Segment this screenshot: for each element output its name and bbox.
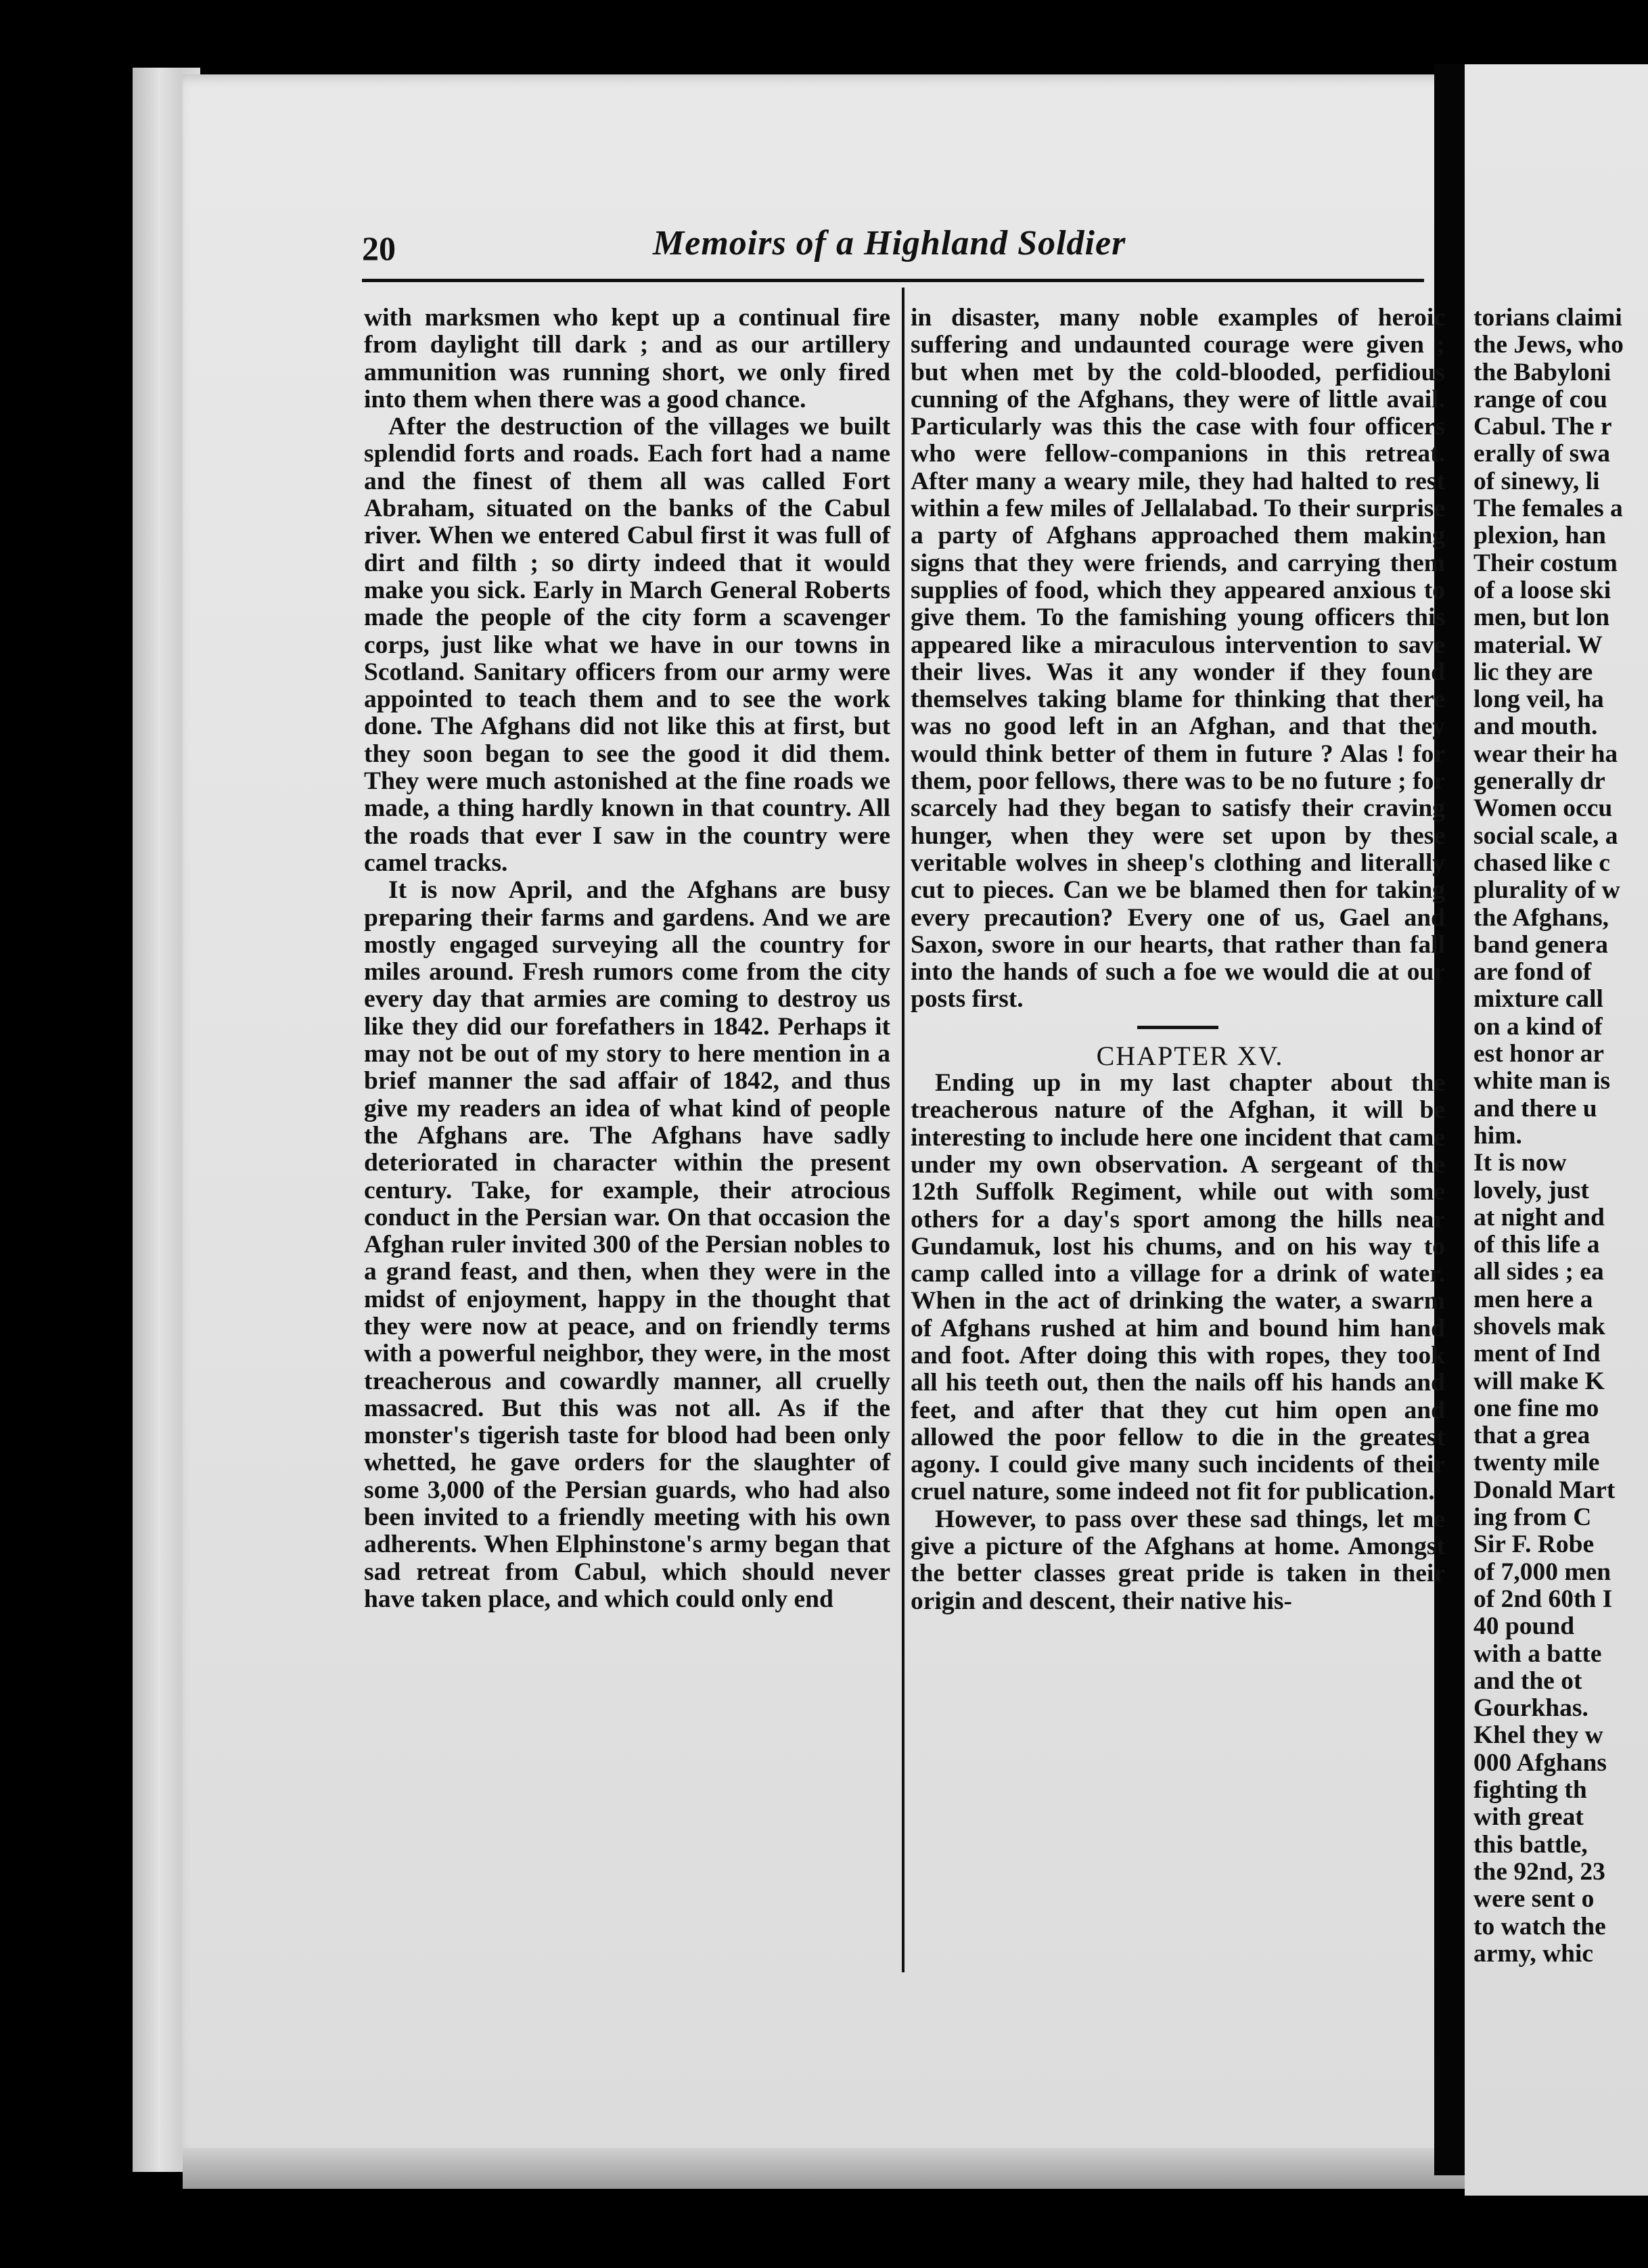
facing-page-line: the 92nd, 23 [1473,1857,1605,1886]
page-header [362,223,1424,277]
facing-page-line: social scale, a [1473,821,1618,850]
chapter-heading: CHAPTER XV. [1096,1040,1284,1071]
facing-page-line: to watch the [1473,1912,1606,1941]
facing-page-line: will make K [1473,1367,1605,1395]
facing-page-line: band genera [1473,930,1608,959]
facing-page-line: chased like c [1473,848,1611,877]
facing-page-line: erally of swa [1473,440,1611,468]
facing-page-line: this battle, [1473,1830,1588,1859]
paragraph: with marksmen who kept up a continual fire from daylight till dark ; and as our artillery ammunition was running short, we only fired into them when there was a good chance. [364,304,890,413]
facing-page-line: of 2nd 60th I [1473,1585,1613,1613]
middle-column [911,304,1445,1615]
facing-page-line: 000 Afghans [1473,1748,1607,1777]
page-bottom-shadow [183,2148,1465,2189]
facing-page-line: army, whic [1473,1939,1594,1968]
facing-page-line: that a grea [1473,1422,1590,1450]
running-title: Memoirs of a Highland Soldier [653,224,1126,263]
paragraph: in disaster, many noble examples of heroic suffering and undaunted courage were given ; but when met by the cold-blooded, perfidious cunning of the Afghans, they were of little avail. Particularly was this the case with four officers who were fellow-companions in this retreat. After many a weary mile, they had halted to rest within a few miles of Jellalabad. To their surprise a party of Afghans approached them making signs that they were friends, and carrying them supplies of food, which they appeared anxious to give them. To the famishing young officers this appeared like a miraculous intervention to save their lives. Was it any wonder if they found themselves taking blame for thinking that there was no good left in an Afghan, and that they would think better of them in future ? Alas ! for them, poor fellows, there was to be no future ; for scarcely had they began to satisfy their craving hunger, when they were set upon by these veritable wolves in sheep's clothing and literally cut to pieces. Can we be blamed then for taking every precaution? Every one of us, Gael and Saxon, swore in our hearts, that rather than fall into the hands of such a foe we would die at our posts first. [911,304,1445,1014]
facing-page-line: ment of Ind [1473,1340,1601,1368]
column-rule [902,288,905,1972]
paragraph: Ending up in my last chapter about the treacherous nature of the Afghan, it will be interesting to include here one incident that came under my own observation. A sergeant of the 12th Suffolk Regiment, while out with some others for a day's sport among the hills near Gundamuk, lost his chums, and on his way to camp called into a village for a drink of water. When in the act of drinking the water, a swarm of Afghans rushed at him and bound him hand and foot. After doing this with ropes, they took all his teeth out, then the nails off his hands and feet, and after that they cut him open and allowed the poor fellow to die in the greatest agony. I could give many such incidents of their cruel nature, some indeed not fit for publication. [911,1069,1445,1506]
facing-page-line: white man is [1473,1067,1611,1095]
facing-page-line: range of cou [1473,385,1607,413]
facing-page-line: and mouth. [1473,712,1598,741]
page-number: 20 [362,229,396,267]
facing-page-line: men here a [1473,1285,1593,1313]
facing-page-line: Their costum [1473,549,1618,577]
paragraph: However, to pass over these sad things, let me give a picture of the Afghans at home. Amongst the better classes great pride is taken in their origin and descent, their native his- [911,1505,1445,1615]
facing-page-line: torians claimi [1473,304,1622,332]
facing-page-line: are fond of [1473,958,1592,986]
facing-page-line: the Babyloni [1473,358,1611,386]
facing-page-line: at night and [1473,1203,1605,1231]
facing-page-line: Gourkhas. [1473,1694,1588,1723]
facing-page-line: of a loose ski [1473,576,1611,604]
paragraph: It is now April, and the Afghans are busy preparing their farms and gardens. And we are mostly engaged surveying all the country for miles around. Fresh rumors come from the city every day that armies are coming to destroy us like they did our forefathers in 1842. Perhaps it may not be out of my story to here mention in a brief manner the sad affair of 1842, and thus give my readers an idea of what kind of people the Afghans are. The Afghans have sadly deteriorated in character within the present century. Take, for example, their atrocious conduct in the Persian war. On that occasion the Afghan ruler invited 300 of the Persian nobles to a grand feast, and then, when they were in the midst of enjoyment, happy in the thought that they were now at peace, and on friendly terms with a powerful neighbor, they were, in the most treacherous and cowardly manner, all cruelly massacred. But this was not all. As if the monster's tigerish taste for blood had been only whetted, he gave orders for the slaughter of some 3,000 of the Persian guards, who had also been invited to a friendly meeting with his own adherents. When Elphinstone's army began that sad retreat from Cabul, which should never have taken place, and which could only end [364,876,890,1613]
facing-page-line: Cabul. The r [1473,413,1612,441]
facing-page-line: material. W [1473,631,1603,659]
facing-page-line: the Afghans, [1473,903,1609,932]
facing-page-line: lic they are [1473,658,1593,686]
facing-page-line: of this life a [1473,1231,1600,1259]
facing-page-line: on a kind of [1473,1012,1603,1041]
facing-page-line: wear their ha [1473,740,1618,768]
facing-page-line: with a batte [1473,1639,1602,1668]
facing-page-line: Sir F. Robe [1473,1530,1595,1559]
facing-page-column [1473,304,1648,1968]
facing-page-line: Donald Mart [1473,1476,1616,1504]
facing-page-line: of 7,000 men [1473,1558,1611,1586]
facing-page-line: and there u [1473,1094,1597,1122]
facing-page-line: fighting th [1473,1776,1587,1805]
facing-page-line: long veil, ha [1473,685,1604,714]
facing-page-line: twenty mile [1473,1449,1600,1477]
facing-page-line: mixture call [1473,985,1603,1014]
paragraph: After the destruction of the villages we built splendid forts and roads. Each fort had a name and the finest of them all was called Fort Abraham, situated on the banks of the Cabul river. When we entered Cabul first it was full of dirt and filth ; so dirty indeed that it would make you sick. Early in March General Roberts made the people of the city form a scavenger corps, just like what we have in our towns in Scotland. Sanitary officers from our army were appointed to teach them and to see the work done. The Afghans did not like this at first, but they soon began to see the good it did them. They were much astonished at the fine roads we made, a thing hardly known in that country. All the roads that ever I saw in the country were camel tracks. [364,413,890,877]
facing-page-line: 40 pound [1473,1612,1575,1641]
facing-page-line: the Jews, who [1473,331,1624,359]
facing-page-line: generally dr [1473,767,1605,796]
facing-page-line: and the ot [1473,1666,1582,1695]
facing-page-line: ing from C [1473,1503,1592,1532]
facing-page-line: with great [1473,1803,1584,1832]
facing-page-line: of sinewy, li [1473,467,1600,495]
facing-page-line: est honor ar [1473,1040,1605,1068]
facing-page-line: plexion, han [1473,522,1606,550]
facing-page-line: were sent o [1473,1885,1595,1913]
facing-page-line: shovels mak [1473,1312,1605,1340]
facing-page-line: plurality of w [1473,876,1620,905]
facing-page-line: Khel they w [1473,1721,1603,1750]
facing-page-line: him. [1473,1121,1522,1150]
facing-page-line: Women occu [1473,794,1613,823]
left-column [364,304,890,1613]
facing-page-line: one fine mo [1473,1394,1599,1422]
facing-page-line: men, but lon [1473,604,1610,632]
facing-page-line: It is now [1473,1149,1567,1177]
header-rule [362,279,1424,282]
facing-page-line: lovely, just [1473,1176,1589,1204]
facing-page-line: The females a [1473,495,1623,523]
chapter-divider [1137,1026,1218,1029]
facing-page-line: all sides ; ea [1473,1258,1604,1286]
